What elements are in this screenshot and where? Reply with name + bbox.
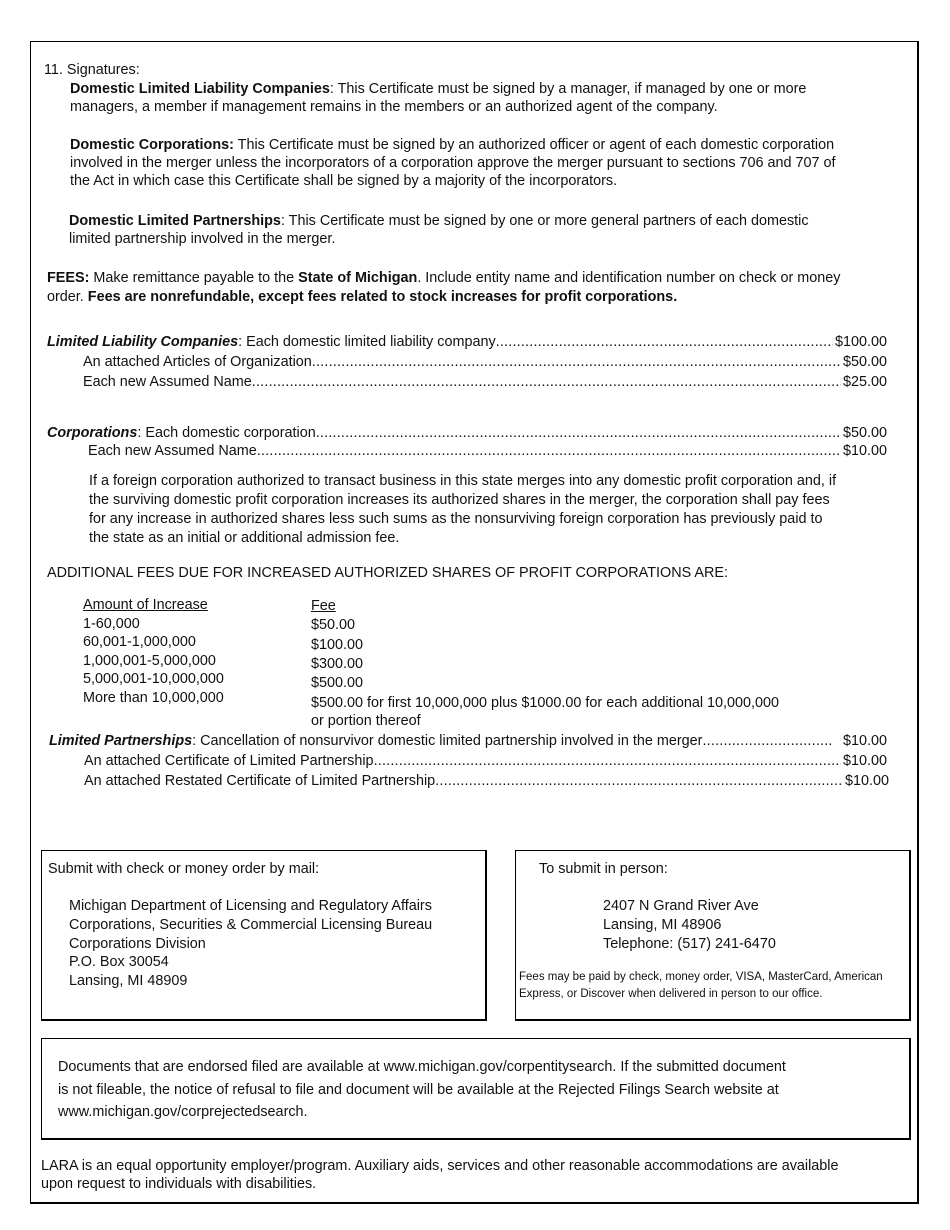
documents-line: www.michigan.gov/corprejectedsearch.	[58, 1104, 308, 1120]
llc-signature-text-2: managers, a member if management remains in the members or an authorized agent of the company.	[70, 99, 718, 115]
payee: State of Michigan	[298, 270, 418, 286]
fee-row-lp-cancellation: Limited Partnerships: Cancellation of nonsurvivor domestic limited partnership involved in the merger ..... $10.00	[49, 732, 887, 751]
foreign-corp-note-3: for any increase in authorized shares less such sums as the nonsurviving foreign corporation has previously paid to	[89, 511, 823, 527]
llc-signature-text: Domestic Limited Liability Companies: This Certificate must be signed by a manager, if managed by one or more	[70, 81, 807, 97]
in-person-phone: Telephone: (517) 241-6470	[603, 936, 776, 952]
mail-box-heading: Submit with check or money order by mail:	[48, 861, 320, 877]
table-cell-amount: More than 10,000,000	[83, 690, 224, 706]
fee-amount: $10.00	[842, 443, 887, 459]
llc-fees-title: Limited Liability Companies	[47, 334, 239, 350]
leader-dots	[312, 353, 841, 372]
fee-amount: $50.00	[842, 354, 887, 370]
lp-signature-title: Domestic Limited Partnerships	[69, 213, 281, 229]
leader-dots	[702, 732, 833, 751]
fee-row-lp-restated: An attached Restated Certificate of Limited Partnership ..... $10.00	[84, 772, 889, 791]
table-cell-fee: $300.00	[311, 656, 364, 672]
lp-fees-title: Limited Partnerships	[49, 733, 193, 749]
documents-line: Documents that are endorsed filed are available at www.michigan.gov/corpentitysearch. If the submitted document	[58, 1059, 786, 1075]
col-header-amount: Amount of Increase	[83, 597, 208, 613]
equal-opportunity-statement: LARA is an equal opportunity employer/program. Auxiliary aids, services and other reasonable accommodations are available	[41, 1158, 839, 1174]
additional-fees-heading: ADDITIONAL FEES DUE FOR INCREASED AUTHORIZED SHARES OF PROFIT CORPORATIONS ARE:	[47, 565, 728, 581]
fee-row-llc-articles: An attached Articles of Organization ..... $50.00	[83, 353, 887, 372]
foreign-corp-note-1: If a foreign corporation authorized to transact business in this state merges into any domestic profit corporation and, if	[89, 473, 837, 489]
mail-submission-box	[41, 850, 487, 1021]
documents-availability-box	[41, 1038, 911, 1140]
fees-intro: FEES: Make remittance payable to the State of Michigan. Include entity name and identification number on check or money	[47, 270, 841, 286]
foreign-corp-note-2: the surviving domestic profit corporation increases its authorized shares in the merger, the corporation shall pay fees	[89, 492, 830, 508]
in-person-address-line: 2407 N Grand River Ave	[603, 898, 759, 914]
in-person-address-line: Lansing, MI 48906	[603, 917, 722, 933]
llc-signature-title: Domestic Limited Liability Companies	[70, 81, 330, 97]
col-header-fee: Fee	[311, 598, 336, 614]
fees-intro-2: order. Fees are nonrefundable, except fees related to stock increases for profit corporations.	[47, 289, 678, 305]
lp-signature-text: Domestic Limited Partnerships: This Certificate must be signed by one or more general partners of each domestic	[69, 213, 809, 229]
fee-row-corp-assumed-name: Each new Assumed Name ..... $10.00	[88, 442, 887, 461]
fee-row-lp-certificate: An attached Certificate of Limited Partnership ..... $10.00	[84, 752, 887, 771]
leader-dots	[496, 333, 833, 352]
corp-signature-text-3: the Act in which case this Certificate shall be signed by a majority of the incorporators.	[70, 173, 618, 189]
nonrefundable-note: Fees are nonrefundable, except fees related to stock increases for profit corporations.	[87, 289, 678, 305]
table-cell-amount: 5,000,001-10,000,000	[83, 671, 224, 687]
fee-amount: $10.00	[834, 733, 887, 749]
payment-methods-note-2: Express, or Discover when delivered in person to our office.	[519, 988, 823, 1000]
corp-signature-title: Domestic Corporations:	[70, 137, 234, 153]
corp-fees-title: Corporations	[47, 425, 138, 441]
fee-row-llc-domestic: Limited Liability Companies: Each domestic limited liability company ..... $100.00	[47, 333, 887, 352]
mail-address-line: Corporations, Securities & Commercial Licensing Bureau	[69, 917, 433, 933]
in-person-heading: To submit in person:	[539, 861, 668, 877]
mail-address-line: Lansing, MI 48909	[69, 973, 188, 989]
mail-address-line: P.O. Box 30054	[69, 954, 169, 970]
fee-amount: $100.00	[834, 334, 887, 350]
mail-address-line: Corporations Division	[69, 936, 206, 952]
fee-amount: $25.00	[842, 374, 887, 390]
fee-amount: $10.00	[842, 753, 887, 769]
table-cell-fee-continuation: or portion thereof	[311, 713, 421, 729]
table-cell-fee: $500.00 for first 10,000,000 plus $1000.00 for each additional 10,000,000	[311, 695, 780, 711]
table-cell-amount: 60,001-1,000,000	[83, 634, 196, 650]
corp-signature-text: Domestic Corporations: This Certificate must be signed by an authorized officer or agent of each domestic corporation	[70, 137, 835, 153]
leader-dots	[374, 752, 841, 771]
corp-signature-text-2: involved in the merger unless the incorporators of a corporation approve the merger pursuant to sections 706 and 707 of	[70, 155, 836, 171]
equal-opportunity-statement-2: upon request to individuals with disabilities.	[41, 1176, 317, 1192]
fee-amount: $10.00	[844, 773, 889, 789]
leader-dots	[435, 772, 843, 791]
table-cell-fee: $100.00	[311, 637, 364, 653]
signatures-heading: 11. Signatures:	[44, 62, 140, 78]
table-cell-fee: $50.00	[311, 617, 356, 633]
fee-row-corp-domestic: Corporations: Each domestic corporation ..... $50.00	[47, 424, 887, 443]
leader-dots	[257, 442, 841, 461]
table-cell-fee: $500.00	[311, 675, 364, 691]
fees-label: FEES:	[47, 270, 90, 286]
leader-dots	[316, 424, 841, 443]
foreign-corp-note-4: the state as an initial or additional admission fee.	[89, 530, 400, 546]
fee-amount: $50.00	[842, 425, 887, 441]
documents-line: is not fileable, the notice of refusal to file and document will be available at the Rejected Filings Search website at	[58, 1082, 779, 1098]
in-person-box	[515, 850, 911, 1021]
lp-signature-text-2: limited partnership involved in the merger.	[69, 231, 336, 247]
table-cell-amount: 1,000,001-5,000,000	[83, 653, 216, 669]
mail-address-line: Michigan Department of Licensing and Regulatory Affairs	[69, 898, 432, 914]
fee-row-llc-assumed-name: Each new Assumed Name ..... $25.00	[83, 373, 887, 392]
leader-dots	[252, 373, 841, 392]
payment-methods-note: Fees may be paid by check, money order, VISA, MasterCard, American	[519, 971, 883, 983]
table-cell-amount: 1-60,000	[83, 616, 140, 632]
